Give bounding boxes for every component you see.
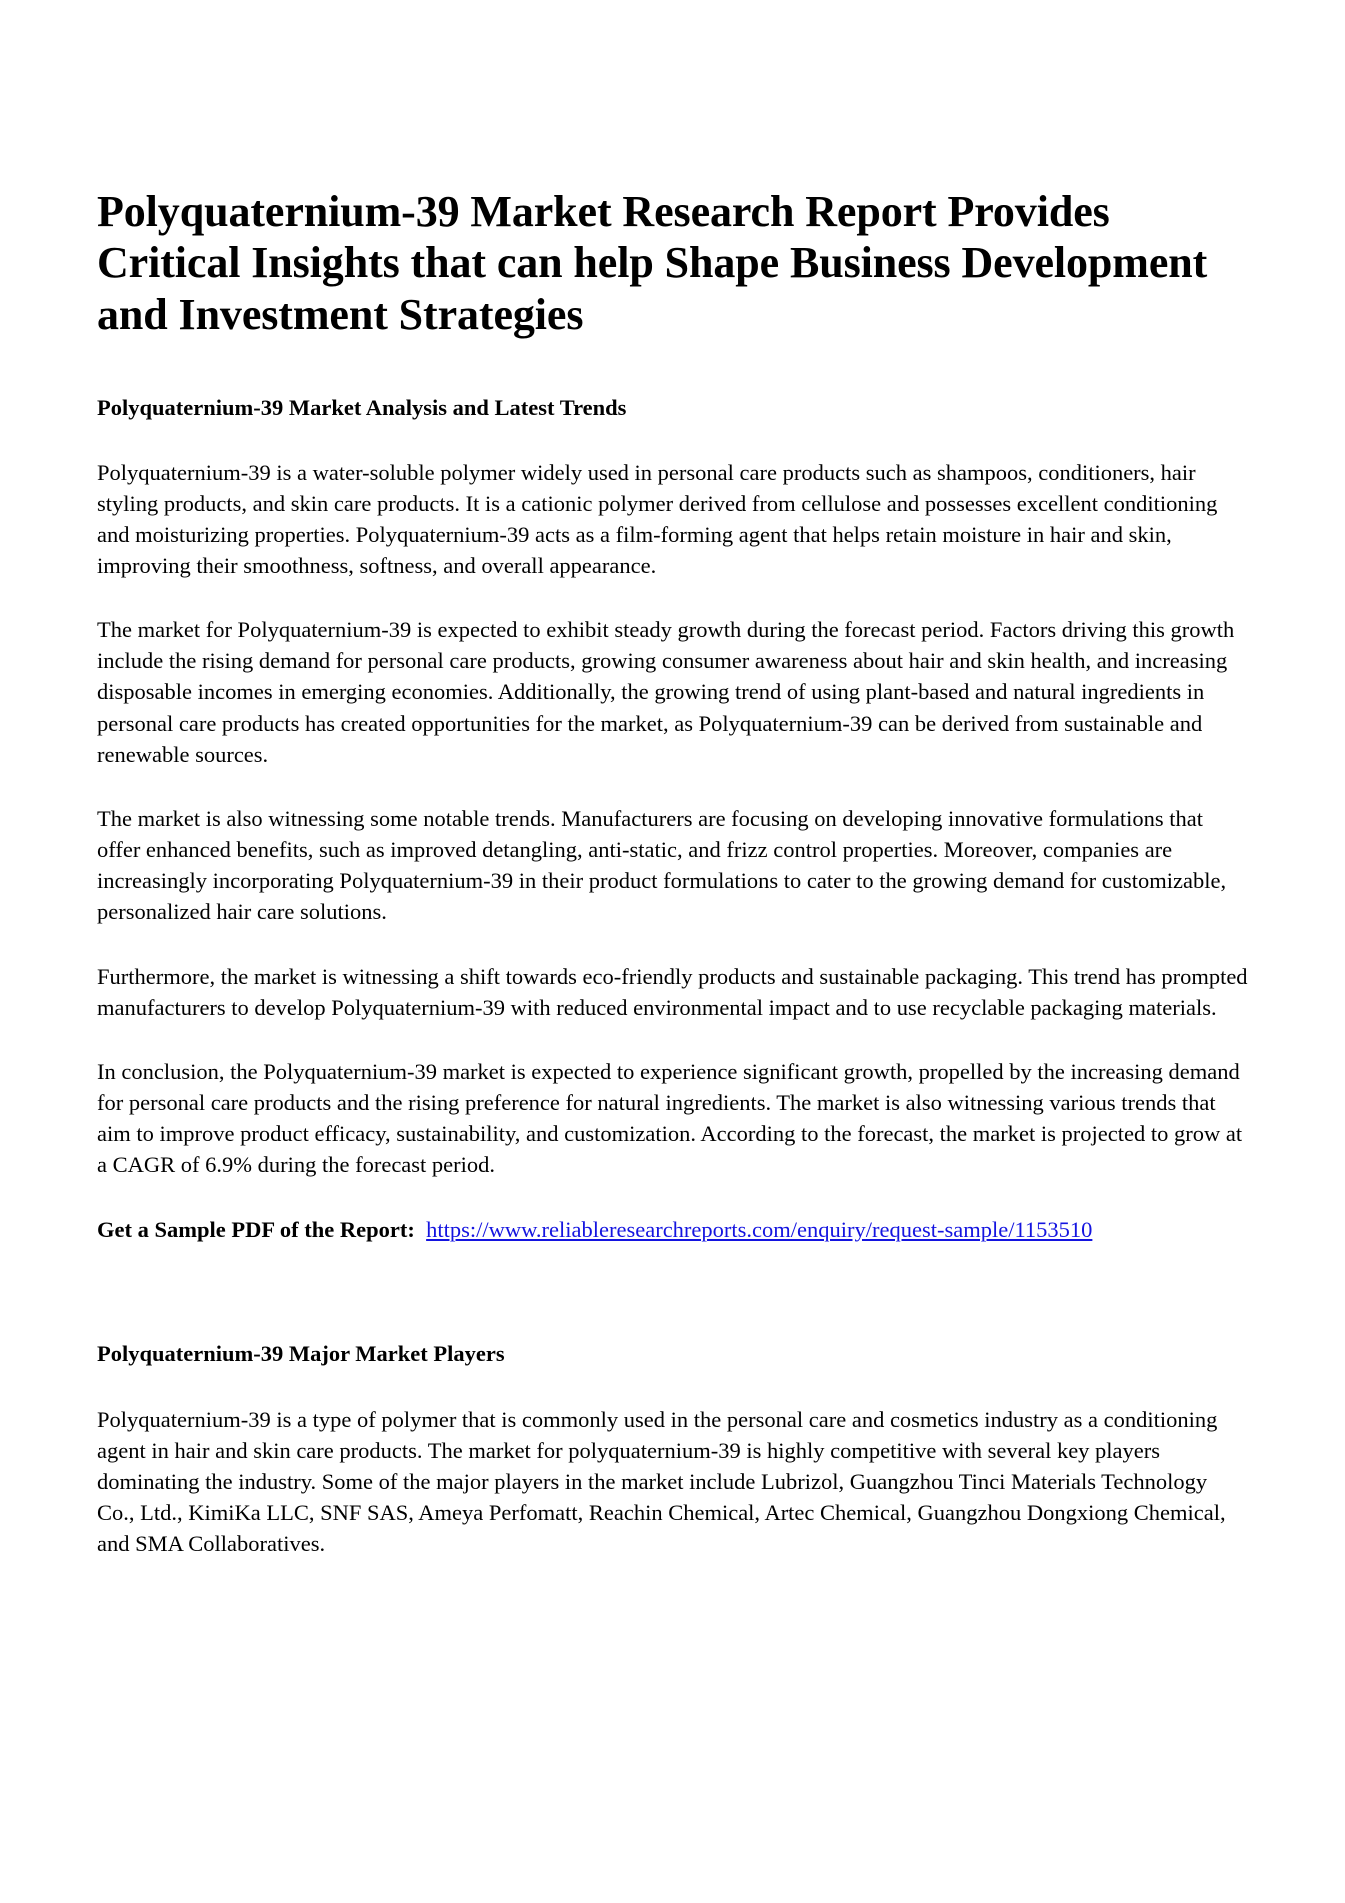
section-spacer <box>97 1278 1250 1340</box>
paragraph-sustainability: Furthermore, the market is witnessing a shift towards eco-friendly products and sustainable packaging. This trend has prompted manufacturers to develop Polyquaternium-39 with reduced environmental impact and to use recyclable packaging materials. <box>97 963 1248 1020</box>
paragraph-trends: The market is also witnessing some notable trends. Manufacturers are focusing on developing innovative formulations that offer enhanced benefits, such as improved detangling, anti-static, and frizz control properties. Moreover, companies are increasingly incorporating Polyquaternium-39 in their product formulations to cater to the growing demand for customizable, personalized hair care solutions. <box>97 805 1227 925</box>
paragraph-overview: Polyquaternium-39 is a water-soluble polymer widely used in personal care products such as shampoos, conditioners, hair styling products, and skin care products. It is a cationic polymer derived from cellulose and possesses excellent conditioning and moisturizing properties. Polyquaternium-39 acts as a film-forming agent that helps retain moisture in hair and skin, improving their smoothness, softness, and overall appearance. <box>97 459 1218 578</box>
section-heading-market-analysis: Polyquaternium-39 Market Analysis and Latest Trends <box>97 395 627 421</box>
paragraph-major-players: Polyquaternium-39 is a type of polymer that is commonly used in the personal care and cosmetics industry as a conditioning agent in hair and skin care products. The market for polyquaternium-39 is highly competitive with several key players dominating the industry. Some of the major players in the market include Lubrizol, Guangzhou Tinci Materials Technology Co., Ltd., KimiKa LLC, SNF SAS, Ameya Perfomatt, Reachin Chemical, Artec Chemical, Guangzhou Dongxiong Chemical, and SMA Collaboratives. <box>97 1406 1226 1557</box>
paragraph-conclusion: In conclusion, the Polyquaternium-39 market is expected to experience significant growth, propelled by the increasing demand for personal care products and the rising preference for natural ingredients. The market is also witnessing various trends that aim to improve product efficacy, sustainability, and customization. According to the forecast, the market is projected to grow at a CAGR of 6.9% during the forecast period. <box>97 1058 1243 1178</box>
section-heading-major-players: Polyquaternium-39 Major Market Players <box>97 1340 505 1366</box>
page-title: Polyquaternium-39 Market Research Report Provides Critical Insights that can help Shape Business Development and Investment Strategies <box>97 187 1208 339</box>
sample-pdf-label: Get a Sample PDF of the Report: <box>97 1216 415 1242</box>
paragraph-growth-drivers: The market for Polyquaternium-39 is expected to exhibit steady growth during the forecast period. Factors driving this growth include the rising demand for personal care products, growing consumer awareness about hair and skin health, and increasing disposable incomes in emerging economies. Additionally, the growing trend of using plant-based and natural ingredients in personal care products has created opportunities for the market, as Polyquaternium-39 can be derived from sustainable and renewable sources. <box>97 617 1235 767</box>
sample-pdf-block <box>97 1214 1250 1245</box>
sample-pdf-link[interactable]: https://www.reliableresearchreports.com/enquiry/request-sample/1153510 <box>426 1216 1093 1242</box>
